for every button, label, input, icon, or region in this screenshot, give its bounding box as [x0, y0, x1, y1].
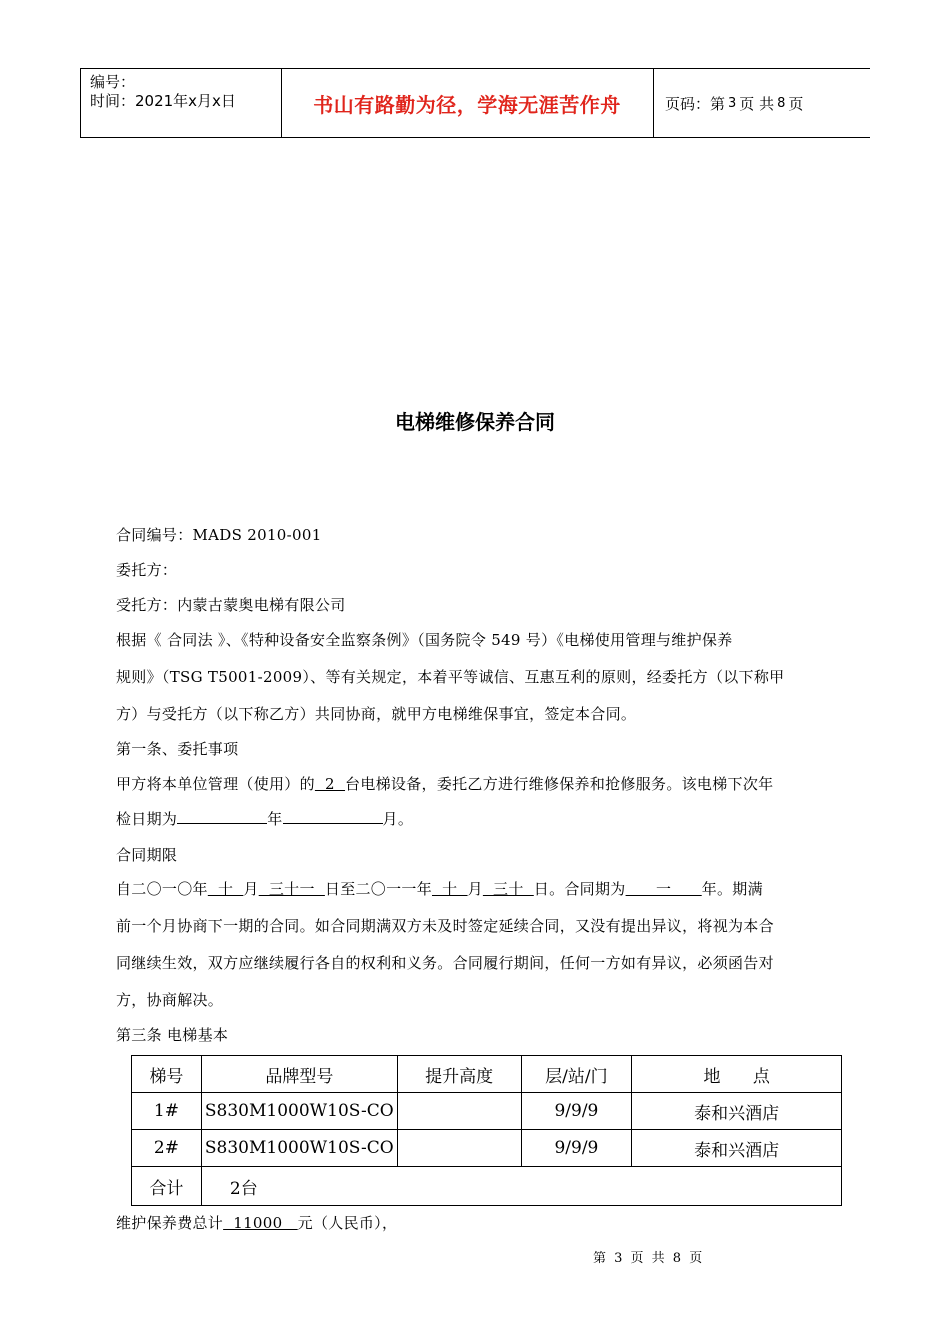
total-label: 合计	[132, 1167, 202, 1206]
article3-heading: 第三条 电梯基本	[116, 1026, 229, 1044]
basis-line: 方）与受托方（以下称乙方）共同协商，就甲方电梯维保事宜，签定本合同。	[116, 705, 637, 723]
elevator-count: 2	[314, 775, 346, 793]
table-cell: 2#	[132, 1130, 202, 1167]
term-heading: 合同期限	[116, 846, 178, 864]
document-number-label: 编号：	[90, 73, 136, 91]
table-cell: 泰和兴酒店	[632, 1093, 842, 1130]
page-suffix: 页	[788, 94, 804, 113]
term-line: 同继续生效，双方应继续履行各自的权利和义务。合同履行期间，任何一方如有异议，必须函告对	[116, 954, 774, 972]
table-cell	[397, 1130, 521, 1167]
table-total-row	[132, 1167, 842, 1206]
column-header: 层/站/门	[521, 1056, 632, 1093]
term-line: 前一个月协商下一期的合同。如合同期满双方未及时签定延续合同，又没有提出异议，将视为本合	[116, 917, 774, 935]
page-mid: 页 共	[739, 94, 775, 113]
text: 月	[467, 880, 483, 898]
text: 月	[243, 880, 259, 898]
total-value: 2台	[201, 1167, 841, 1206]
inspection-year-blank	[177, 809, 267, 824]
document-date: 时间：2021年x月x日	[90, 92, 236, 110]
term-line	[116, 878, 763, 899]
term-years: 一	[625, 880, 702, 898]
text: 甲方将本单位管理（使用）的	[116, 775, 315, 793]
document-title: 电梯维修保养合同	[395, 410, 555, 434]
header-motto: 书山有路勤为径，学海无涯苦作舟	[313, 92, 621, 117]
page-current: 3	[728, 95, 737, 111]
table-row	[132, 1130, 842, 1167]
inspection-month-blank	[283, 809, 383, 824]
text: 月。	[382, 810, 414, 828]
start-month: 十	[207, 880, 244, 898]
table-cell: S830M1000W10S-CO	[201, 1130, 397, 1167]
end-day: 三十	[482, 880, 534, 898]
article1-line	[116, 773, 773, 794]
elevator-table	[131, 1055, 842, 1206]
column-header: 品牌型号	[201, 1056, 397, 1093]
contract-number: 合同编号：MADS 2010-001	[116, 526, 322, 544]
basis-line: 规则》（TSG T5001-2009）、等有关规定，本着平等诚信、互惠互利的原则，经委托方（以下称甲	[116, 668, 785, 686]
basis-line: 根据《 合同法 》、《特种设备安全监察条例》（国务院令 549 号）《电梯使用管理与维护保养	[116, 631, 733, 649]
header-divider	[653, 69, 654, 137]
page-header	[80, 68, 870, 138]
fee-line	[116, 1212, 397, 1233]
page-footer: 第 3 页 共 8 页	[593, 1251, 705, 1266]
term-line: 方，协商解决。	[116, 991, 224, 1009]
column-header: 提升高度	[397, 1056, 521, 1093]
table-cell: 泰和兴酒店	[632, 1130, 842, 1167]
page-total: 8	[777, 95, 786, 111]
header-divider	[80, 69, 81, 137]
text: 年	[267, 810, 283, 828]
text: 日至二〇一一年	[324, 880, 432, 898]
table-cell: 1#	[132, 1093, 202, 1130]
page-prefix: 页码：第	[665, 94, 726, 113]
header-meta	[90, 73, 236, 111]
table-cell: 9/9/9	[521, 1130, 632, 1167]
end-month: 十	[432, 880, 468, 898]
column-header: 梯号	[132, 1056, 202, 1093]
text: 日。合同期为	[533, 880, 626, 898]
fee-amount: 11000	[223, 1214, 298, 1232]
table-row	[132, 1093, 842, 1130]
text: 元（人民币），	[297, 1214, 398, 1232]
table-cell	[397, 1093, 521, 1130]
article1-heading: 第一条、委托事项	[116, 740, 239, 758]
text: 维护保养费总计	[116, 1214, 224, 1232]
text: 自二〇一〇年	[116, 880, 208, 898]
column-header: 地 点	[632, 1056, 842, 1093]
text: 台电梯设备，委托乙方进行维修保养和抢修服务。该电梯下次年	[345, 775, 774, 793]
text: 检日期为	[116, 810, 178, 828]
table-cell: S830M1000W10S-CO	[201, 1093, 397, 1130]
start-day: 三十一	[258, 880, 325, 898]
client-line: 委托方：	[116, 561, 178, 579]
inspection-date-line	[116, 808, 413, 829]
contractor-line: 受托方：内蒙古蒙奥电梯有限公司	[116, 596, 346, 614]
header-page-indicator	[665, 69, 803, 137]
text: 年。期满	[701, 880, 763, 898]
table-header-row	[132, 1056, 842, 1093]
table-cell: 9/9/9	[521, 1093, 632, 1130]
